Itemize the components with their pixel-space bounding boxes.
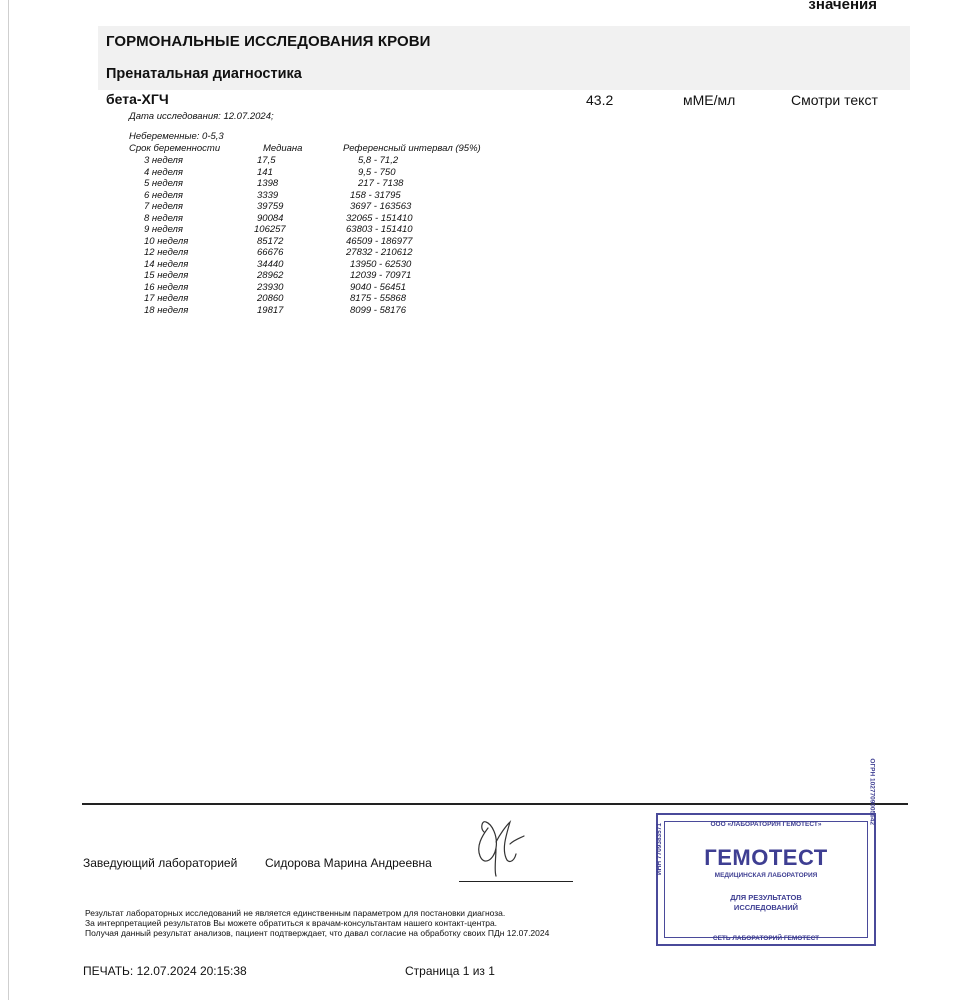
stamp-brand: ГЕМОТЕСТ bbox=[704, 845, 828, 870]
table-cell-term: 14 неделя bbox=[144, 258, 189, 270]
test-name: бета-ХГЧ bbox=[106, 91, 169, 107]
section-title: ГОРМОНАЛЬНЫЕ ИССЛЕДОВАНИЯ КРОВИ bbox=[106, 33, 431, 50]
table-cell-term: 10 неделя bbox=[144, 235, 189, 247]
test-reference: Смотри текст bbox=[791, 92, 878, 108]
table-cell-median: 90084 bbox=[257, 212, 284, 224]
table-cell-interval: 63803 - 151410 bbox=[346, 224, 413, 235]
col-header-median: Медиана bbox=[263, 143, 303, 154]
non-pregnant-norm: Небеременные: 0-5,3 bbox=[129, 131, 224, 142]
table-cell-term: 7 неделя bbox=[144, 201, 183, 212]
col-header-interval: Референсный интервал (95%) bbox=[343, 143, 481, 154]
table-cell-median: 66676 bbox=[257, 247, 284, 258]
stamp-bottom-text: СЕТЬ ЛАБОРАТОРИЙ ГЕМОТЕСТ bbox=[712, 935, 820, 942]
table-cell-term: 12 неделя bbox=[144, 247, 189, 258]
table-cell-interval: 12039 - 70971 bbox=[350, 270, 412, 281]
table-cell-median: 85172 bbox=[257, 235, 284, 247]
test-unit: мМЕ/мл bbox=[683, 92, 736, 108]
signature-line bbox=[459, 881, 573, 882]
table-cell-term: 8 неделя bbox=[144, 212, 183, 224]
table-cell-interval: 8175 - 55868 bbox=[350, 293, 406, 304]
table-cell-median: 1398 bbox=[257, 178, 279, 189]
table-cell-interval: 9,5 - 750 bbox=[358, 166, 396, 178]
table-cell-median: 106257 bbox=[254, 224, 286, 235]
table-cell-interval: 158 - 31795 bbox=[350, 189, 401, 201]
table-cell-interval: 9040 - 56451 bbox=[350, 281, 406, 293]
study-date: Дата исследования: 12.07.2024; bbox=[129, 111, 274, 122]
print-timestamp: ПЕЧАТЬ: 12.07.2024 20:15:38 bbox=[83, 964, 247, 978]
stamp-subtitle: МЕДИЦИНСКАЯ ЛАБОРАТОРИЯ bbox=[714, 872, 818, 879]
table-cell-interval: 13950 - 62530 bbox=[350, 258, 412, 270]
page-number: Страница 1 из 1 bbox=[405, 964, 495, 978]
table-cell-interval: 32065 - 151410 bbox=[346, 212, 413, 224]
section-header bbox=[98, 26, 910, 90]
footer-divider bbox=[82, 803, 908, 805]
table-cell-term: 9 неделя bbox=[144, 224, 183, 235]
stamp-right-text: ОГРН 1027709005642 bbox=[869, 758, 876, 825]
col-header-term: Срок беременности bbox=[129, 143, 221, 154]
table-cell-term: 3 неделя bbox=[144, 155, 183, 166]
table-cell-median: 39759 bbox=[257, 201, 284, 212]
signer-name: Сидорова Марина Андреевна bbox=[265, 856, 432, 870]
disclaimer-line: Получая данный результат анализов, пациент подтверждает, что давал согласие на обработку своих ПДн 12.07.2024 bbox=[85, 928, 550, 938]
table-cell-interval: 3697 - 163563 bbox=[350, 201, 412, 212]
page-edge-line bbox=[8, 0, 9, 1000]
table-cell-interval: 27832 - 210612 bbox=[346, 247, 413, 258]
table-cell-median: 28962 bbox=[257, 270, 284, 281]
table-cell-interval: 5,8 - 71,2 bbox=[358, 155, 399, 166]
test-value: 43.2 bbox=[586, 92, 614, 108]
signer-role: Заведующий лабораторией bbox=[83, 856, 238, 870]
table-cell-term: 18 неделя bbox=[144, 304, 189, 316]
table-cell-term: 4 неделя bbox=[144, 166, 183, 178]
disclaimer-line: Результат лабораторных исследований не является единственным параметром для постановки диагноза. bbox=[85, 908, 506, 918]
stamp-inner-border bbox=[664, 821, 868, 938]
table-cell-median: 3339 bbox=[257, 189, 279, 201]
table-cell-median: 23930 bbox=[257, 281, 284, 293]
stamp-top-text: ООО «ЛАБОРАТОРИЯ ГЕМОТЕСТ» bbox=[710, 821, 822, 828]
disclaimer-line: За интерпретацией результатов Вы можете обратиться к врачам-консультантам нашего контакт-центра. bbox=[85, 918, 498, 928]
table-cell-term: 17 неделя bbox=[144, 293, 189, 304]
stamp-middle-line1: ДЛЯ РЕЗУЛЬТАТОВ bbox=[730, 893, 802, 902]
signature-image bbox=[466, 814, 526, 880]
column-header-fragment: значения bbox=[808, 0, 877, 13]
table-cell-median: 141 bbox=[257, 166, 273, 178]
table-cell-term: 5 неделя bbox=[144, 178, 183, 189]
table-cell-term: 6 неделя bbox=[144, 189, 183, 201]
table-cell-interval: 217 - 7138 bbox=[358, 178, 404, 189]
table-cell-term: 15 неделя bbox=[144, 270, 189, 281]
table-cell-median: 19817 bbox=[257, 304, 284, 316]
table-cell-median: 17,5 bbox=[257, 155, 276, 166]
lab-stamp bbox=[656, 758, 876, 946]
stamp-left-text: ИНН 7709383571 bbox=[656, 822, 663, 875]
table-cell-term: 16 неделя bbox=[144, 281, 189, 293]
table-cell-median: 20860 bbox=[257, 293, 284, 304]
table-cell-median: 34440 bbox=[257, 258, 284, 270]
stamp-middle-line2: ИССЛЕДОВАНИЙ bbox=[733, 903, 799, 912]
table-cell-interval: 8099 - 58176 bbox=[350, 304, 406, 316]
subsection-title: Пренатальная диагностика bbox=[106, 66, 302, 82]
table-cell-interval: 46509 - 186977 bbox=[346, 235, 413, 247]
